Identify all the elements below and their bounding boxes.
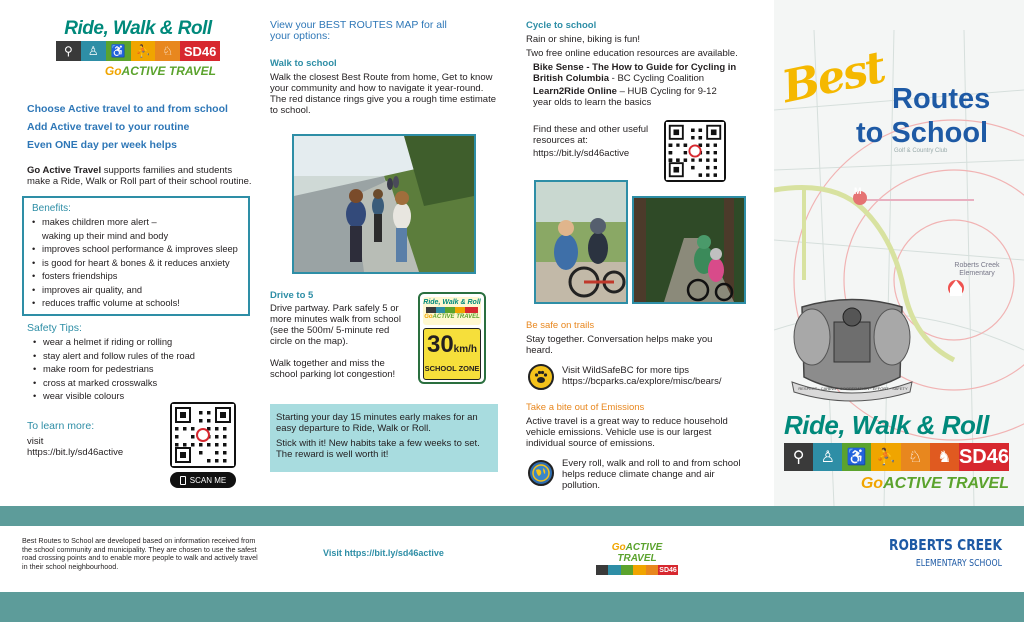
footer-top-band	[0, 506, 1024, 526]
qr-code-icon[interactable]	[664, 120, 726, 182]
safety-tips	[27, 322, 253, 404]
logo-title: Ride, Walk & Roll	[784, 410, 989, 440]
cycle-title: Cycle to school	[526, 20, 597, 31]
benefits-list	[32, 216, 240, 311]
sd46-badge: SD46	[659, 566, 677, 574]
qr-code-icon[interactable]	[170, 402, 236, 468]
resource-bike-sense: Bike Sense - The How to Guide for Cycling in British Columbia - BC Cycling Coalition	[533, 62, 737, 84]
list-item: • fosters friendships	[32, 270, 240, 284]
walk-icon: ♙	[81, 41, 106, 61]
callout-text-1: Starting your day 15 minutes early makes for an easy departure to Ride, Walk or Roll.	[276, 412, 478, 434]
drive-text-1: Drive partway. Park safely 5 or more minutes walk from school (see the 500m/ 5-minute red circle on the map).	[270, 303, 401, 347]
footer-go-active-logo: GoACTIVE TRAVEL SD46	[596, 542, 678, 575]
school-subtitle: ELEMENTARY SCHOOL	[915, 558, 1002, 569]
headline-1: Choose Active travel to and from school	[27, 103, 228, 115]
globe-icon	[528, 460, 554, 486]
stroller-icon: ♘	[901, 443, 930, 471]
headline-block	[27, 100, 253, 154]
wildsafe-text: Visit WildSafeBC for more tips	[562, 365, 690, 376]
list-item: • make room for pedestrians	[33, 363, 253, 377]
trails-text: Stay together. Conversation helps make you heard.	[526, 334, 713, 356]
photo-trail-riders	[632, 196, 746, 304]
benefits-title: Benefits:	[32, 203, 71, 214]
stroller-icon: ♘	[155, 41, 180, 61]
paw-icon	[528, 364, 554, 390]
best-title: Best	[777, 41, 889, 114]
map-heading: View your BEST ROUTES MAP for all your options:	[270, 19, 447, 42]
school-name: ROBERTS CREEK	[889, 536, 1002, 554]
bike-photo-illustration	[536, 182, 626, 302]
emissions-text-2: Every roll, walk and roll to and from school helps reduce climate change and air pollution.	[562, 458, 741, 491]
learn-url-link[interactable]: https://bit.ly/sd46active	[27, 447, 124, 458]
walk-text: Walk the closest Best Route from home, Get to know your community and how to navigate it year-round. The red distance rings give you a rough time estimate to school.	[270, 72, 497, 116]
emissions-text: Active travel is a great way to reduce household vehicle emissions. Vehicle use is our largest individual source of emissions.	[526, 416, 728, 449]
scooter-icon: ⛹	[131, 41, 156, 61]
cover-ride-walk-roll-logo	[784, 410, 1009, 493]
logo-icon-strip	[56, 41, 220, 61]
speed-unit: km/h	[453, 344, 478, 355]
cycle-text-1: Rain or shine, biking is fun!	[526, 34, 641, 45]
sd46-badge: SD46	[180, 41, 220, 61]
headline-2: Add Active travel to your routine	[27, 121, 190, 133]
run-icon: ♞	[930, 443, 959, 471]
trail-photo-illustration	[634, 198, 744, 302]
routes-title: Routes	[892, 83, 991, 115]
find-resources-text: Find these and other useful resources at:	[533, 124, 649, 146]
safety-list	[33, 336, 253, 404]
footer-disclaimer: Best Routes to School are developed based on information received from the school community and municipality. They are chosen to use the safest road crossing points and to enable more people to walk and actively travel in their school neighbourhood.	[22, 536, 258, 571]
list-item: • is good for heart & bones & it reduces anxiety	[32, 257, 240, 271]
go-active-travel-text: GoACTIVE TRAVEL	[860, 475, 1009, 492]
headline-3: Even ONE day per week helps	[27, 139, 177, 151]
photo-walking-students	[292, 134, 476, 274]
logo-title: Ride, Walk & Roll	[64, 18, 212, 39]
photo-kids-bikes	[534, 180, 628, 304]
phone-icon	[180, 476, 186, 485]
crest-motto: RESPECT · CARING · COOPERATION · EFFORT · SAFETY	[798, 386, 908, 391]
school-zone-label: SCHOOL ZONE	[424, 364, 480, 373]
cycle-text-2: Two free online education resources are available.	[526, 48, 738, 59]
list-item: • cross at marked crosswalks	[33, 377, 253, 391]
list-item: • improves air quality, and	[32, 284, 240, 298]
learn-title: To learn more:	[27, 420, 95, 432]
walk-title: Walk to school	[270, 58, 337, 69]
footer-bottom-band	[0, 592, 1024, 622]
resource-learn2ride: Learn2Ride Online – HUB Cycling for 9-12 year olds to learn the basics	[533, 86, 717, 108]
drive-title: Drive to 5	[270, 290, 314, 301]
walk-icon: ♙	[813, 443, 842, 471]
speed-value: 30	[426, 331, 454, 358]
list-item: • reduces traffic volume at schools!	[32, 297, 240, 311]
list-item: • wear a helmet if riding or rolling	[33, 336, 253, 350]
scan-me-button[interactable]: SCAN ME	[170, 472, 236, 488]
speed-limit-panel	[423, 328, 481, 380]
bike-icon: ⚲	[56, 41, 81, 61]
list-item: • stay alert and follow rules of the road	[33, 350, 253, 364]
ride-walk-roll-logo	[56, 18, 220, 78]
sign-logo: Ride, Walk & Roll GoACTIVE TRAVEL	[423, 297, 481, 325]
benefits-box	[22, 196, 250, 316]
map-label-school: Roberts Creek Elementary	[954, 262, 1000, 277]
bike-icon: ⚲	[784, 443, 813, 471]
map-label-golf: Golf & Country Club	[894, 148, 948, 154]
intro-paragraph: Go Active Travel supports families and students make a Ride, Walk or Roll part of their school routine.	[27, 165, 252, 187]
walking-photo-illustration	[294, 136, 474, 272]
drive-text-2: Walk together and miss the school parking lot congestion!	[270, 358, 396, 380]
panel-intro	[0, 0, 258, 506]
go-active-travel-text: GoACTIVE TRAVEL	[104, 64, 216, 78]
emissions-title: Take a bite out of Emissions	[526, 402, 645, 413]
school-zone-sign	[418, 292, 486, 384]
to-school-title: to School	[856, 117, 989, 149]
wheelchair-icon: ♿	[842, 443, 871, 471]
cover-panel	[774, 0, 1024, 506]
logo-icon-strip	[784, 443, 1009, 471]
sd46-badge: SD46	[959, 443, 1009, 471]
map-marker-m: M	[854, 186, 862, 196]
list-item: • makes children more alert – waking up their mind and body	[32, 216, 240, 243]
school-name-block	[852, 536, 1002, 569]
list-item: • improves school performance & improves sleep	[32, 243, 240, 257]
wheelchair-icon: ♿	[106, 41, 131, 61]
wildsafe-url[interactable]: https://bcparks.ca/explore/misc/bears/	[562, 376, 722, 387]
scooter-icon: ⛹	[871, 443, 900, 471]
learn-more: To learn more: visit https://bit.ly/sd46active	[27, 420, 167, 458]
start-early-callout	[270, 404, 498, 472]
footer-visit-link[interactable]: Visit https://bit.ly/sd46active	[323, 548, 444, 558]
safety-title: Safety Tips:	[27, 322, 82, 334]
list-item: • wear visible colours	[33, 390, 253, 404]
callout-text-2: Stick with it! New habits take a few weeks to set. The reward is well worth it!	[276, 438, 480, 460]
find-resources-url[interactable]: https://bit.ly/sd46active	[533, 148, 630, 159]
trails-title: Be safe on trails	[526, 320, 595, 331]
